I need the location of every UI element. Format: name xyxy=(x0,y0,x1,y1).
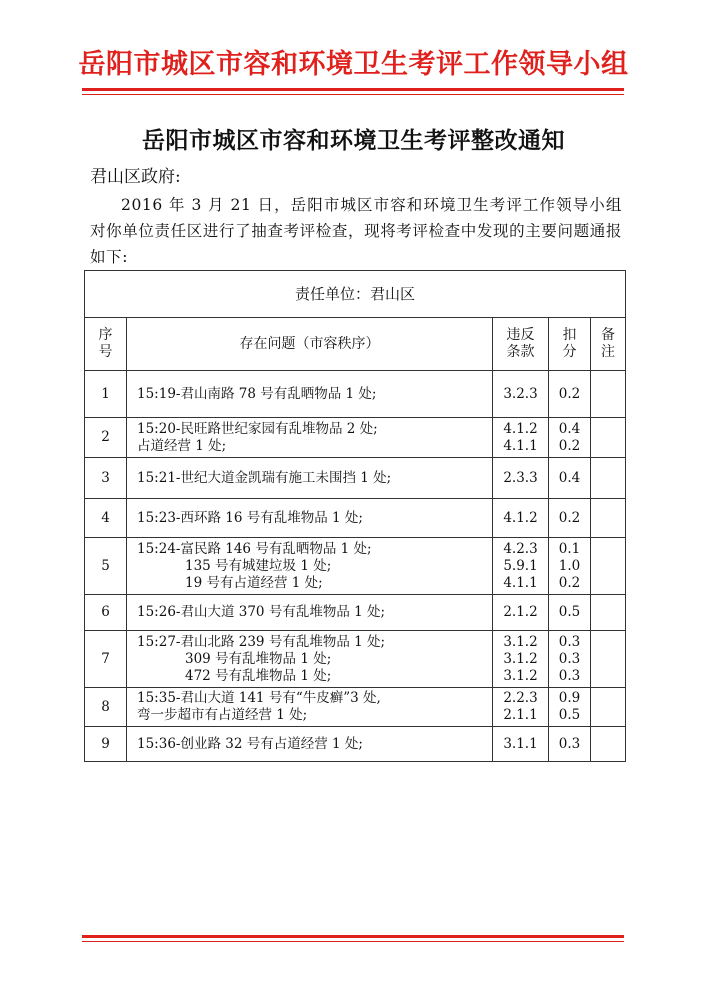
deduct-value: 0.3 xyxy=(558,650,581,667)
problem-cell xyxy=(127,727,493,762)
problem-cell xyxy=(127,538,493,595)
footer-rule-thick xyxy=(82,935,624,938)
problem-line: 19 号有占道经营 1 处; xyxy=(185,574,323,591)
intro-paragraph: 2016 年 3 月 21 日，岳阳市城区市容和环境卫生考评工作领导小组对你单位责任区进行了抽查考评检查，现将考评检查中发现的主要问题通报如下: xyxy=(90,196,622,266)
note-cell xyxy=(591,538,626,595)
row-number: 6 xyxy=(85,595,127,631)
clause-cell xyxy=(493,688,549,727)
note-cell xyxy=(591,595,626,631)
header-note: 备 注 xyxy=(591,318,626,371)
clause-cell xyxy=(493,631,549,688)
deduct-value: 0.3 xyxy=(558,667,581,684)
table-row xyxy=(85,688,626,727)
problem-cell xyxy=(127,458,493,499)
problem-line: 15:20-民旺路世纪家园有乱堆物品 2 处; xyxy=(137,420,378,437)
problem-line: 15:36-创业路 32 号有占道经营 1 处; xyxy=(137,735,363,752)
row-number: 5 xyxy=(85,538,127,595)
header-clause: 违反 条款 xyxy=(493,318,549,371)
deduct-value: 0.1 xyxy=(558,540,581,557)
document-title: 岳阳市城区市容和环境卫生考评整改通知 xyxy=(142,127,565,154)
clause-cell xyxy=(493,418,549,458)
note-cell xyxy=(591,499,626,538)
problem-cell xyxy=(127,418,493,458)
deduct-value: 0.5 xyxy=(558,604,581,620)
clause-cell xyxy=(493,595,549,631)
table-row xyxy=(85,538,626,595)
table-row xyxy=(85,595,626,631)
clause-cell xyxy=(493,499,549,538)
header-rule-thick xyxy=(82,88,624,91)
deduct-cell xyxy=(549,688,591,727)
deduct-value: 0.2 xyxy=(558,509,581,526)
deduct-cell xyxy=(549,458,591,499)
deduct-cell xyxy=(549,538,591,595)
clause-code: 4.1.1 xyxy=(503,574,538,591)
row-number: 4 xyxy=(85,499,127,538)
clause-code: 3.2.3 xyxy=(503,385,538,402)
header-deduct: 扣 分 xyxy=(549,318,591,371)
table-row xyxy=(85,499,626,538)
deduct-cell xyxy=(549,595,591,631)
clause-code: 5.9.1 xyxy=(503,557,538,574)
clause-code: 3.1.2 xyxy=(503,650,538,667)
clause-cell xyxy=(493,458,549,499)
clause-code: 2.3.3 xyxy=(503,469,538,486)
addressee: 君山区政府: xyxy=(90,167,181,187)
header-problem: 存在问题（市容秩序） xyxy=(127,318,493,371)
problem-line: 135 号有城建垃圾 1 处; xyxy=(185,557,332,574)
problem-line: 15:23-西环路 16 号有乱堆物品 1 处; xyxy=(137,509,363,526)
deduct-value: 0.3 xyxy=(558,633,581,650)
clause-code: 4.1.1 xyxy=(503,437,538,454)
note-cell xyxy=(591,371,626,418)
clause-code: 3.1.1 xyxy=(503,735,538,752)
note-cell xyxy=(591,631,626,688)
note-cell xyxy=(591,418,626,458)
deduct-value: 0.2 xyxy=(558,385,581,402)
deduct-cell xyxy=(549,371,591,418)
clause-code: 4.1.2 xyxy=(503,420,538,437)
row-number: 1 xyxy=(85,371,127,418)
clause-cell xyxy=(493,538,549,595)
table-row xyxy=(85,631,626,688)
deduct-value: 0.3 xyxy=(558,735,581,752)
header-seq: 序 号 xyxy=(85,318,127,371)
problem-line: 15:24-富民路 146 号有乱晒物品 1 处; xyxy=(137,540,372,557)
deduct-cell xyxy=(549,727,591,762)
problem-line: 15:21-世纪大道金凯瑞有施工未围挡 1 处; xyxy=(137,469,392,486)
deduct-cell xyxy=(549,631,591,688)
deduct-value: 0.2 xyxy=(558,437,581,454)
clause-code: 2.1.1 xyxy=(503,707,538,723)
note-cell xyxy=(591,458,626,499)
deduct-cell xyxy=(549,499,591,538)
deduct-value: 0.4 xyxy=(558,469,581,486)
table-row xyxy=(85,727,626,762)
row-number: 7 xyxy=(85,631,127,688)
row-number: 2 xyxy=(85,418,127,458)
responsible-unit: 责任单位：君山区 xyxy=(85,271,626,318)
clause-code: 4.1.2 xyxy=(503,509,538,526)
note-cell xyxy=(591,688,626,727)
org-title: 岳阳市城区市容和环境卫生考评工作领导小组 xyxy=(78,49,629,80)
footer-rule-thin xyxy=(82,941,624,942)
issues-table xyxy=(84,270,626,762)
header-row xyxy=(85,318,626,371)
problem-line: 占道经营 1 处; xyxy=(137,437,227,454)
problem-line: 472 号有乱堆物品 1 处; xyxy=(185,667,332,684)
deduct-cell xyxy=(549,418,591,458)
deduct-value: 0.2 xyxy=(558,574,581,591)
table-row xyxy=(85,418,626,458)
header-rule-thin xyxy=(82,94,624,95)
note-cell xyxy=(591,727,626,762)
deduct-value: 0.9 xyxy=(558,690,581,706)
problem-line: 15:26-君山大道 370 号有乱堆物品 1 处; xyxy=(137,604,386,620)
clause-cell xyxy=(493,727,549,762)
clause-cell xyxy=(493,371,549,418)
deduct-value: 1.0 xyxy=(558,557,581,574)
table-row xyxy=(85,371,626,418)
problem-line: 弯一步超市有占道经营 1 处; xyxy=(137,707,308,723)
problem-line: 309 号有乱堆物品 1 处; xyxy=(185,650,332,667)
deduct-value: 0.4 xyxy=(558,420,581,437)
problem-cell xyxy=(127,499,493,538)
row-number: 9 xyxy=(85,727,127,762)
problem-cell xyxy=(127,371,493,418)
row-number: 8 xyxy=(85,688,127,727)
deduct-value: 0.5 xyxy=(558,707,581,723)
unit-row xyxy=(85,271,626,318)
row-number: 3 xyxy=(85,458,127,499)
clause-code: 4.2.3 xyxy=(503,540,538,557)
clause-code: 3.1.2 xyxy=(503,667,538,684)
problem-line: 15:35-君山大道 141 号有“牛皮癣”3 处, xyxy=(137,690,381,706)
clause-code: 3.1.2 xyxy=(503,633,538,650)
problem-cell xyxy=(127,688,493,727)
table-row xyxy=(85,458,626,499)
problem-line: 15:19-君山南路 78 号有乱晒物品 1 处; xyxy=(137,385,377,402)
clause-code: 2.1.2 xyxy=(503,604,538,620)
problem-cell xyxy=(127,595,493,631)
problem-cell xyxy=(127,631,493,688)
clause-code: 2.2.3 xyxy=(503,690,538,706)
problem-line: 15:27-君山北路 239 号有乱堆物品 1 处; xyxy=(137,633,386,650)
